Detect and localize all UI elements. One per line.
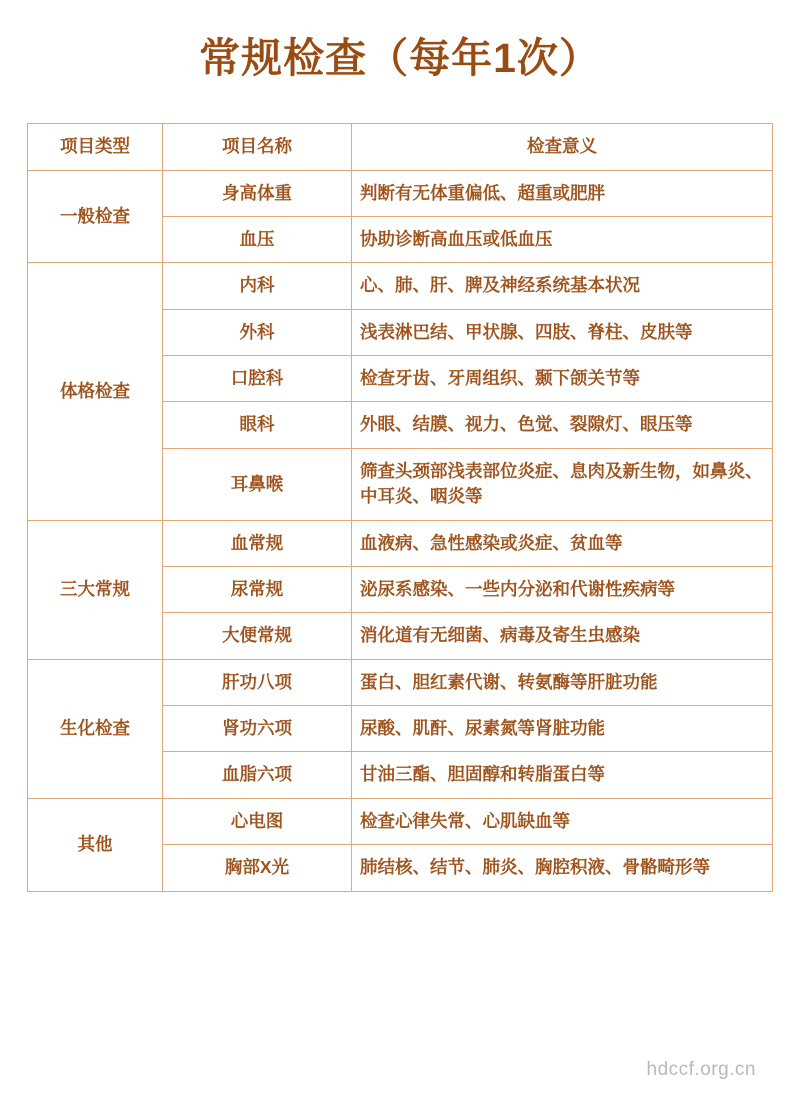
item-name: 心电图	[163, 798, 352, 844]
item-meaning: 血液病、急性感染或炎症、贫血等	[352, 520, 773, 566]
item-name: 眼科	[163, 402, 352, 448]
item-meaning: 检查牙齿、牙周组织、颞下颌关节等	[352, 356, 773, 402]
document-page	[0, 34, 800, 1103]
item-name: 尿常规	[163, 566, 352, 612]
item-meaning: 检查心律失常、心肌缺血等	[352, 798, 773, 844]
item-meaning: 浅表淋巴结、甲状腺、四肢、脊柱、皮肤等	[352, 309, 773, 355]
group-label-general: 一般检查	[28, 170, 163, 263]
item-name: 肝功八项	[163, 659, 352, 705]
item-name: 外科	[163, 309, 352, 355]
table-header-row	[28, 124, 773, 170]
item-name: 耳鼻喉	[163, 448, 352, 520]
item-name: 身高体重	[163, 170, 352, 216]
column-header-meaning: 检查意义	[352, 124, 773, 170]
item-name: 口腔科	[163, 356, 352, 402]
table-row	[28, 798, 773, 844]
item-name: 大便常规	[163, 613, 352, 659]
item-meaning: 肺结核、结节、肺炎、胸腔积液、骨骼畸形等	[352, 845, 773, 891]
item-meaning: 蛋白、胆红素代谢、转氨酶等肝脏功能	[352, 659, 773, 705]
page-title: 常规检查（每年1次）	[199, 35, 601, 81]
table-header	[28, 124, 773, 170]
group-label-physical: 体格检查	[28, 263, 163, 520]
item-meaning: 尿酸、肌酐、尿素氮等肾脏功能	[352, 706, 773, 752]
item-name: 血常规	[163, 520, 352, 566]
item-name: 血脂六项	[163, 752, 352, 798]
item-meaning: 筛查头颈部浅表部位炎症、息肉及新生物，如鼻炎、中耳炎、咽炎等	[352, 448, 773, 520]
item-meaning: 泌尿系感染、一些内分泌和代谢性疾病等	[352, 566, 773, 612]
item-name: 内科	[163, 263, 352, 309]
column-header-type: 项目类型	[28, 124, 163, 170]
table-row	[28, 520, 773, 566]
group-label-routine: 三大常规	[28, 520, 163, 659]
group-label-biochem: 生化检查	[28, 659, 163, 798]
table-body	[28, 170, 773, 891]
item-meaning: 甘油三酯、胆固醇和转脂蛋白等	[352, 752, 773, 798]
item-meaning: 协助诊断高血压或低血压	[352, 216, 773, 262]
exam-table	[27, 123, 773, 891]
item-name: 肾功六项	[163, 706, 352, 752]
table-row	[28, 263, 773, 309]
watermark: hdccf.org.cn	[646, 1059, 756, 1080]
item-name: 血压	[163, 216, 352, 262]
group-label-other: 其他	[28, 798, 163, 891]
table-row	[28, 170, 773, 216]
item-meaning: 消化道有无细菌、病毒及寄生虫感染	[352, 613, 773, 659]
item-meaning: 心、肺、肝、脾及神经系统基本状况	[352, 263, 773, 309]
item-meaning: 外眼、结膜、视力、色觉、裂隙灯、眼压等	[352, 402, 773, 448]
item-meaning: 判断有无体重偏低、超重或肥胖	[352, 170, 773, 216]
item-name: 胸部X光	[163, 845, 352, 891]
table-row	[28, 659, 773, 705]
column-header-name: 项目名称	[163, 124, 352, 170]
